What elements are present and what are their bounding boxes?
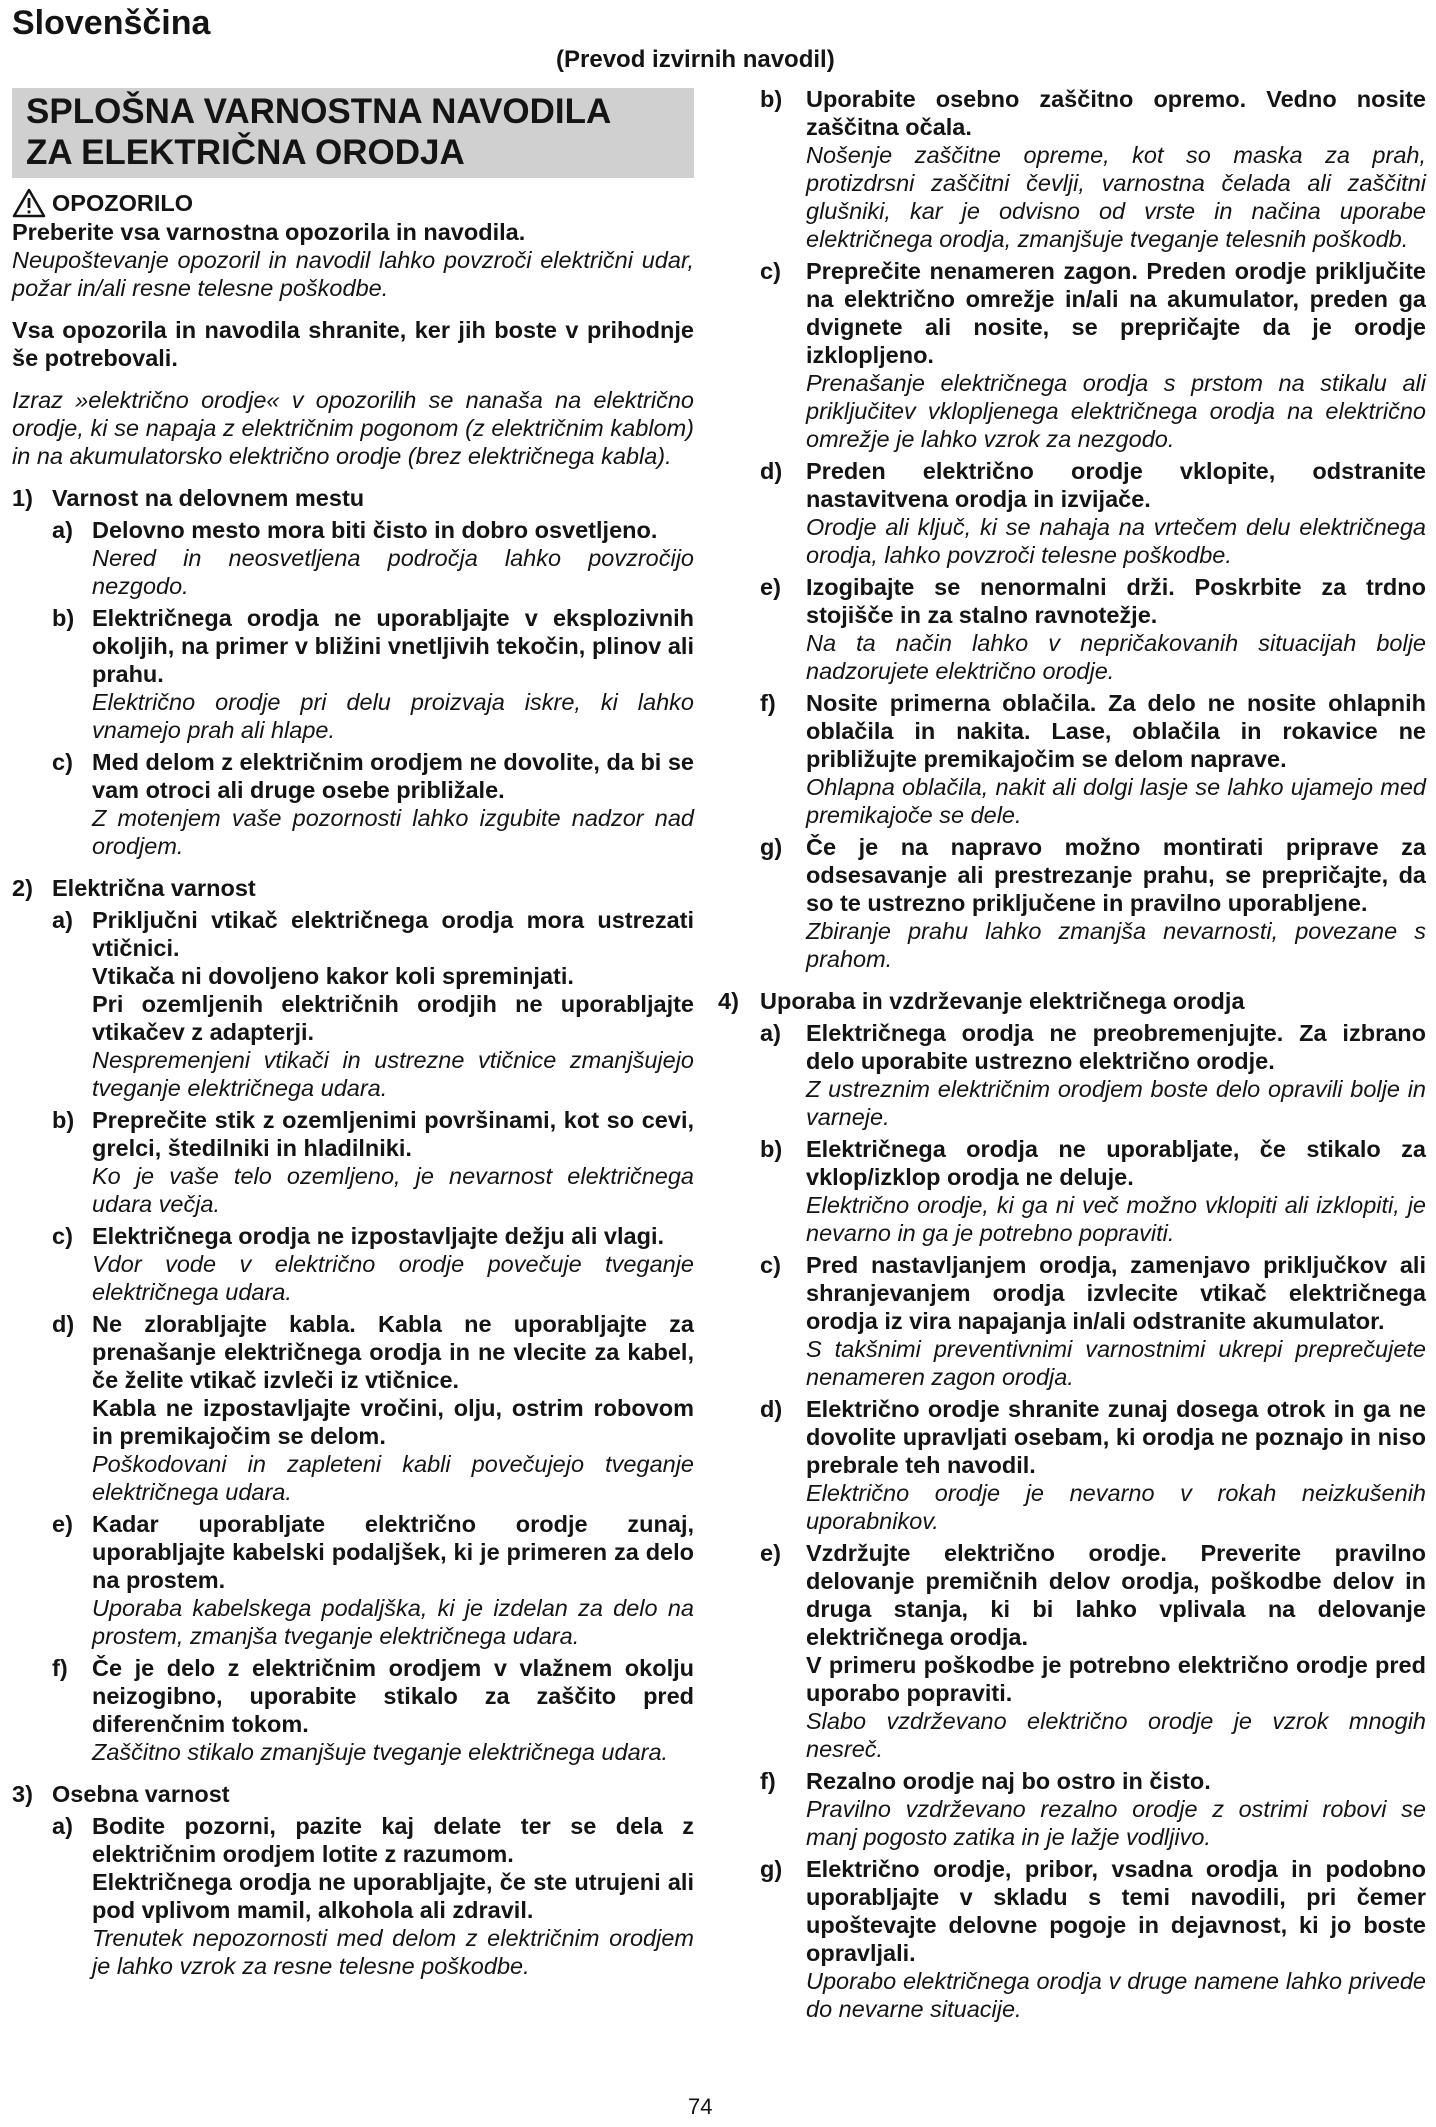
item-explanation: Slabo vzdrževano električno orodje je vzrok mnogih nesreč. [806, 1708, 1426, 1762]
section-heading [718, 987, 1426, 1015]
list-item [718, 457, 1426, 569]
item-label: a) [52, 1813, 73, 1839]
item-explanation: Električno orodje je nevarno v rokah neizkušenih uporabnikov. [806, 1480, 1426, 1534]
list-item [12, 906, 694, 1102]
main-title [26, 91, 680, 173]
item-explanation: Poškodovani in zapleteni kabli povečujejo tveganje električnega udara. [92, 1451, 694, 1505]
item-label: c) [52, 1223, 73, 1249]
item-explanation: Uporaba kabelskega podaljška, ki je izdelan za delo na prostem, zmanjša tveganje električnega udara. [92, 1595, 694, 1649]
item-explanation: Pravilno vzdrževano rezalno orodje z ostrimi robovi se manj pogosto zatika in je lažje vodljivo. [806, 1796, 1426, 1850]
item-instruction: Kabla ne izpostavljajte vročini, olju, ostrim robovom in premikajočim se delom. [92, 1395, 694, 1449]
list-item [718, 85, 1426, 253]
section-title: Varnost na delovnem mestu [52, 485, 365, 511]
item-instruction: Če je delo z električnim orodjem v vlažnem okolju neizogibno, uporabite stikalo za zaščito pred diferenčnim tokom. [92, 1655, 694, 1737]
item-label: g) [760, 834, 783, 860]
item-instruction: Bodite pozorni, pazite kaj delate ter se dela z električnim orodjem lotite z razumom. [92, 1813, 694, 1867]
item-label: c) [52, 749, 73, 775]
warning-heading [12, 188, 694, 218]
item-instruction: Rezalno orodje naj bo ostro in čisto. [806, 1768, 1211, 1794]
item-explanation: Trenutek nepozornosti med delom z električnim orodjem je lahko vzrok za resne telesne poškodbe. [92, 1925, 694, 1979]
list-item [718, 1135, 1426, 1247]
item-explanation: Nered in neosvetljena področja lahko povzročijo nezgodo. [92, 545, 694, 599]
title-box [12, 88, 694, 178]
item-instruction: Nosite primerna oblačila. Za delo ne nosite ohlapnih oblačila in nakita. Lase, oblačila in rokavice ne približujte premikajočim se delom naprave. [806, 690, 1426, 772]
list-item [718, 833, 1426, 973]
list-item [718, 1251, 1426, 1391]
item-instruction: Pred nastavljanjem orodja, zamenjavo priključkov ali shranjevanjem orodja izvlecite vtikač električnega orodja iz vira napajanja in/ali odstranite akumulator. [806, 1252, 1426, 1334]
main-title-line2: ZA ELEKTRIČNA ORODJA [26, 133, 465, 172]
item-explanation: Uporabo električnega orodja v druge namene lahko privede do nevarne situacije. [806, 1968, 1426, 2022]
item-label: d) [52, 1311, 75, 1337]
item-instruction: Med delom z električnim orodjem ne dovolite, da bi se vam otroci ali druge osebe približale. [92, 749, 694, 803]
item-explanation: Z motenjem vaše pozornosti lahko izgubite nadzor nad orodjem. [92, 805, 694, 859]
item-instruction: Kadar uporabljate električno orodje zunaj, uporabljajte kabelski podaljšek, ki je primeren za delo na prostem. [92, 1511, 694, 1593]
item-label: f) [760, 690, 776, 716]
section-title: Uporaba in vzdrževanje električnega orodja [760, 988, 1245, 1014]
section-heading [12, 484, 694, 512]
list-item [12, 1812, 694, 1980]
item-instruction: Če je na napravo možno montirati priprave za odsesavanje ali prestrezanje prahu, se prepričajte, da so te ustrezno priključene in pravilno uporabljene. [806, 834, 1426, 916]
item-instruction: Vtikača ni dovoljeno kakor koli spreminjati. [92, 963, 574, 989]
item-label: g) [760, 1856, 783, 1882]
section-number: 3) [12, 1781, 33, 1807]
item-instruction: Priključni vtikač električnega orodja mora ustrezati vtičnici. [92, 907, 694, 961]
section-number: 2) [12, 875, 33, 901]
item-explanation: Ohlapna oblačila, nakit ali dolgi lasje se lahko ujamejo med premikajoče se dele. [806, 774, 1426, 828]
list-item [718, 1767, 1426, 1851]
item-explanation: Zaščitno stikalo zmanjšuje tveganje električnega udara. [92, 1739, 669, 1765]
list-item [718, 573, 1426, 685]
item-explanation: Ko je vaše telo ozemljeno, je nevarnost električnega udara večja. [92, 1163, 694, 1217]
language-heading: Slovenščina [12, 4, 211, 42]
item-explanation: Z ustreznim električnim orodjem boste delo opravili bolje in varneje. [806, 1076, 1426, 1130]
item-label: e) [760, 1540, 781, 1566]
list-item [718, 689, 1426, 829]
term-definition-text: Izraz »električno orodje« v opozorilih se nanaša na električno orodje, ki se napaja z električnim pogonom (z električnim kablom) in na akumulatorsko električno orodje (brez električnega kabla). [12, 387, 694, 469]
item-explanation: Na ta način lahko v nepričakovanih situacijah bolje nadzorujete električno orodje. [806, 630, 1426, 684]
keep-instructions-text: Vsa opozorila in navodila shranite, ker jih boste v prihodnje še potrebovali. [12, 317, 694, 371]
section-title: Električna varnost [52, 875, 256, 901]
list-item [12, 748, 694, 860]
list-item [718, 1019, 1426, 1131]
list-item [12, 1510, 694, 1650]
item-label: c) [760, 1252, 781, 1278]
item-instruction: Vzdržujte električno orodje. Preverite pravilno delovanje premičnih delov orodja, poškodbe delov in druga stanja, ki bi lahko vplivala na delovanje električnega orodja. [806, 1540, 1426, 1650]
item-instruction: Električnega orodja ne uporabljajte, če ste utrujeni ali pod vplivom mamil, alkohola ali zdravil. [92, 1869, 694, 1923]
item-instruction: Preprečite stik z ozemljenimi površinami, kot so cevi, grelci, štedilniki in hladilniki. [92, 1107, 694, 1161]
item-instruction: Ne zlorabljajte kabla. Kabla ne uporabljajte za prenašanje električnega orodja in ne vlecite za kabel, če želite vtikač izvleči iz vtičnice. [92, 1311, 694, 1393]
list-item [718, 257, 1426, 453]
item-instruction: Preden električno orodje vklopite, odstranite nastavitvena orodja in izvijače. [806, 458, 1426, 512]
item-instruction: Pri ozemljenih električnih orodjih ne uporabljajte vtikačev z adapterji. [92, 991, 694, 1045]
warning-italic-text: Neupoštevanje opozoril in navodil lahko povzroči električni udar, požar in/ali resne telesne poškodbe. [12, 247, 694, 301]
item-label: b) [760, 1136, 783, 1162]
list-item [12, 1310, 694, 1506]
item-instruction: Izogibajte se nenormalni drži. Poskrbite za trdno stojišče in za stalno ravnotežje. [806, 574, 1426, 628]
list-item [718, 1395, 1426, 1535]
item-explanation: Vdor vode v električno orodje povečuje tveganje električnega udara. [92, 1251, 694, 1305]
warning-label: OPOZORILO [52, 190, 193, 216]
item-instruction: Električno orodje, pribor, vsadna orodja in podobno uporabljajte v skladu s temi navodili, pri čemer upoštevajte delovne pogoje in dejavnost, ki jo boste opravljali. [806, 1856, 1426, 1966]
item-explanation: Nespremenjeni vtikači in ustrezne vtičnice zmanjšujejo tveganje električnega udara. [92, 1047, 694, 1101]
main-title-line1: SPLOŠNA VARNOSTNA NAVODILA [26, 92, 612, 131]
section-number: 1) [12, 485, 33, 511]
item-label: f) [52, 1655, 68, 1681]
item-label: b) [52, 605, 75, 631]
item-instruction: Delovno mesto mora biti čisto in dobro osvetljeno. [92, 517, 658, 543]
item-label: e) [760, 574, 781, 600]
list-item [12, 604, 694, 744]
item-instruction: Električnega orodja ne uporabljajte v eksplozivnih okoljih, na primer v bližini vnetljivih tekočin, plinov ali prahu. [92, 605, 694, 687]
list-item [12, 1106, 694, 1218]
page-number: 74 [688, 2094, 713, 2119]
item-instruction: Električnega orodja ne preobremenjujte. Za izbrano delo uporabite ustrezno električno orodje. [806, 1020, 1426, 1074]
section-title: Osebna varnost [52, 1781, 230, 1807]
item-instruction: Električno orodje shranite zunaj dosega otrok in ga ne dovolite upravljati osebam, ki orodja ne poznajo in niso prebrale teh navodil. [806, 1396, 1426, 1478]
item-label: d) [760, 1396, 783, 1422]
item-instruction: Električnega orodja ne uporabljate, če stikalo za vklop/izklop orodja ne deluje. [806, 1136, 1426, 1190]
list-item [12, 1222, 694, 1306]
item-label: b) [52, 1107, 75, 1133]
item-label: c) [760, 258, 781, 284]
item-label: a) [760, 1020, 781, 1046]
item-label: b) [760, 86, 783, 112]
section-number: 4) [718, 988, 739, 1014]
translation-note: (Prevod izvirnih navodil) [556, 46, 835, 73]
item-instruction: Uporabite osebno zaščitno opremo. Vedno nosite zaščitna očala. [806, 86, 1426, 140]
item-explanation: Nošenje zaščitne opreme, kot so maska za prah, protizdrsni zaščitni čevlji, varnostna čelada ali zaščitni glušniki, kar je odvisno od vrste in načina uporabe električnega orodja, zmanjšuje tveganje telesnih poškodb. [806, 142, 1426, 252]
item-explanation: Zbiranje prahu lahko zmanjša nevarnosti, povezane s prahom. [806, 918, 1426, 972]
item-explanation: Električno orodje pri delu proizvaja iskre, ki lahko vnamejo prah ali hlape. [92, 689, 694, 743]
item-explanation: Orodje ali ključ, ki se nahaja na vrtečem delu električnega orodja, lahko povzroči telesne poškodbe. [806, 514, 1426, 568]
item-instruction: V primeru poškodbe je potrebno električno orodje pred uporabo popraviti. [806, 1652, 1426, 1706]
item-label: d) [760, 458, 783, 484]
item-label: f) [760, 1768, 776, 1794]
warning-triangle-icon [12, 188, 46, 218]
warning-bold-text: Preberite vsa varnostna opozorila in navodila. [12, 219, 526, 245]
section-heading [12, 1780, 694, 1808]
list-item [12, 516, 694, 600]
section-heading [12, 874, 694, 902]
item-explanation: Prenašanje električnega orodja s prstom na stikalu ali priključitev vklopljenega električnega orodja na električno omrežje je lahko vzrok za nezgodo. [806, 370, 1426, 452]
right-column [718, 85, 1426, 2023]
item-explanation: Električno orodje, ki ga ni več možno vklopiti ali izklopiti, je nevarno in ga je potrebno popraviti. [806, 1192, 1426, 1246]
list-item [718, 1539, 1426, 1763]
item-explanation: S takšnimi preventivnimi varnostnimi ukrepi preprečujete nenameren zagon orodja. [806, 1336, 1426, 1390]
left-column [12, 88, 694, 1980]
item-instruction: Preprečite nenameren zagon. Preden orodje priključite na električno omrežje in/ali na akumulator, preden ga dvignete ali nosite, se prepričajte da je orodje izklopljeno. [806, 258, 1426, 368]
item-label: e) [52, 1511, 73, 1537]
item-label: a) [52, 907, 73, 933]
item-instruction: Električnega orodja ne izpostavljajte dežju ali vlagi. [92, 1223, 665, 1249]
item-label: a) [52, 517, 73, 543]
list-item [718, 1855, 1426, 2023]
list-item [12, 1654, 694, 1766]
